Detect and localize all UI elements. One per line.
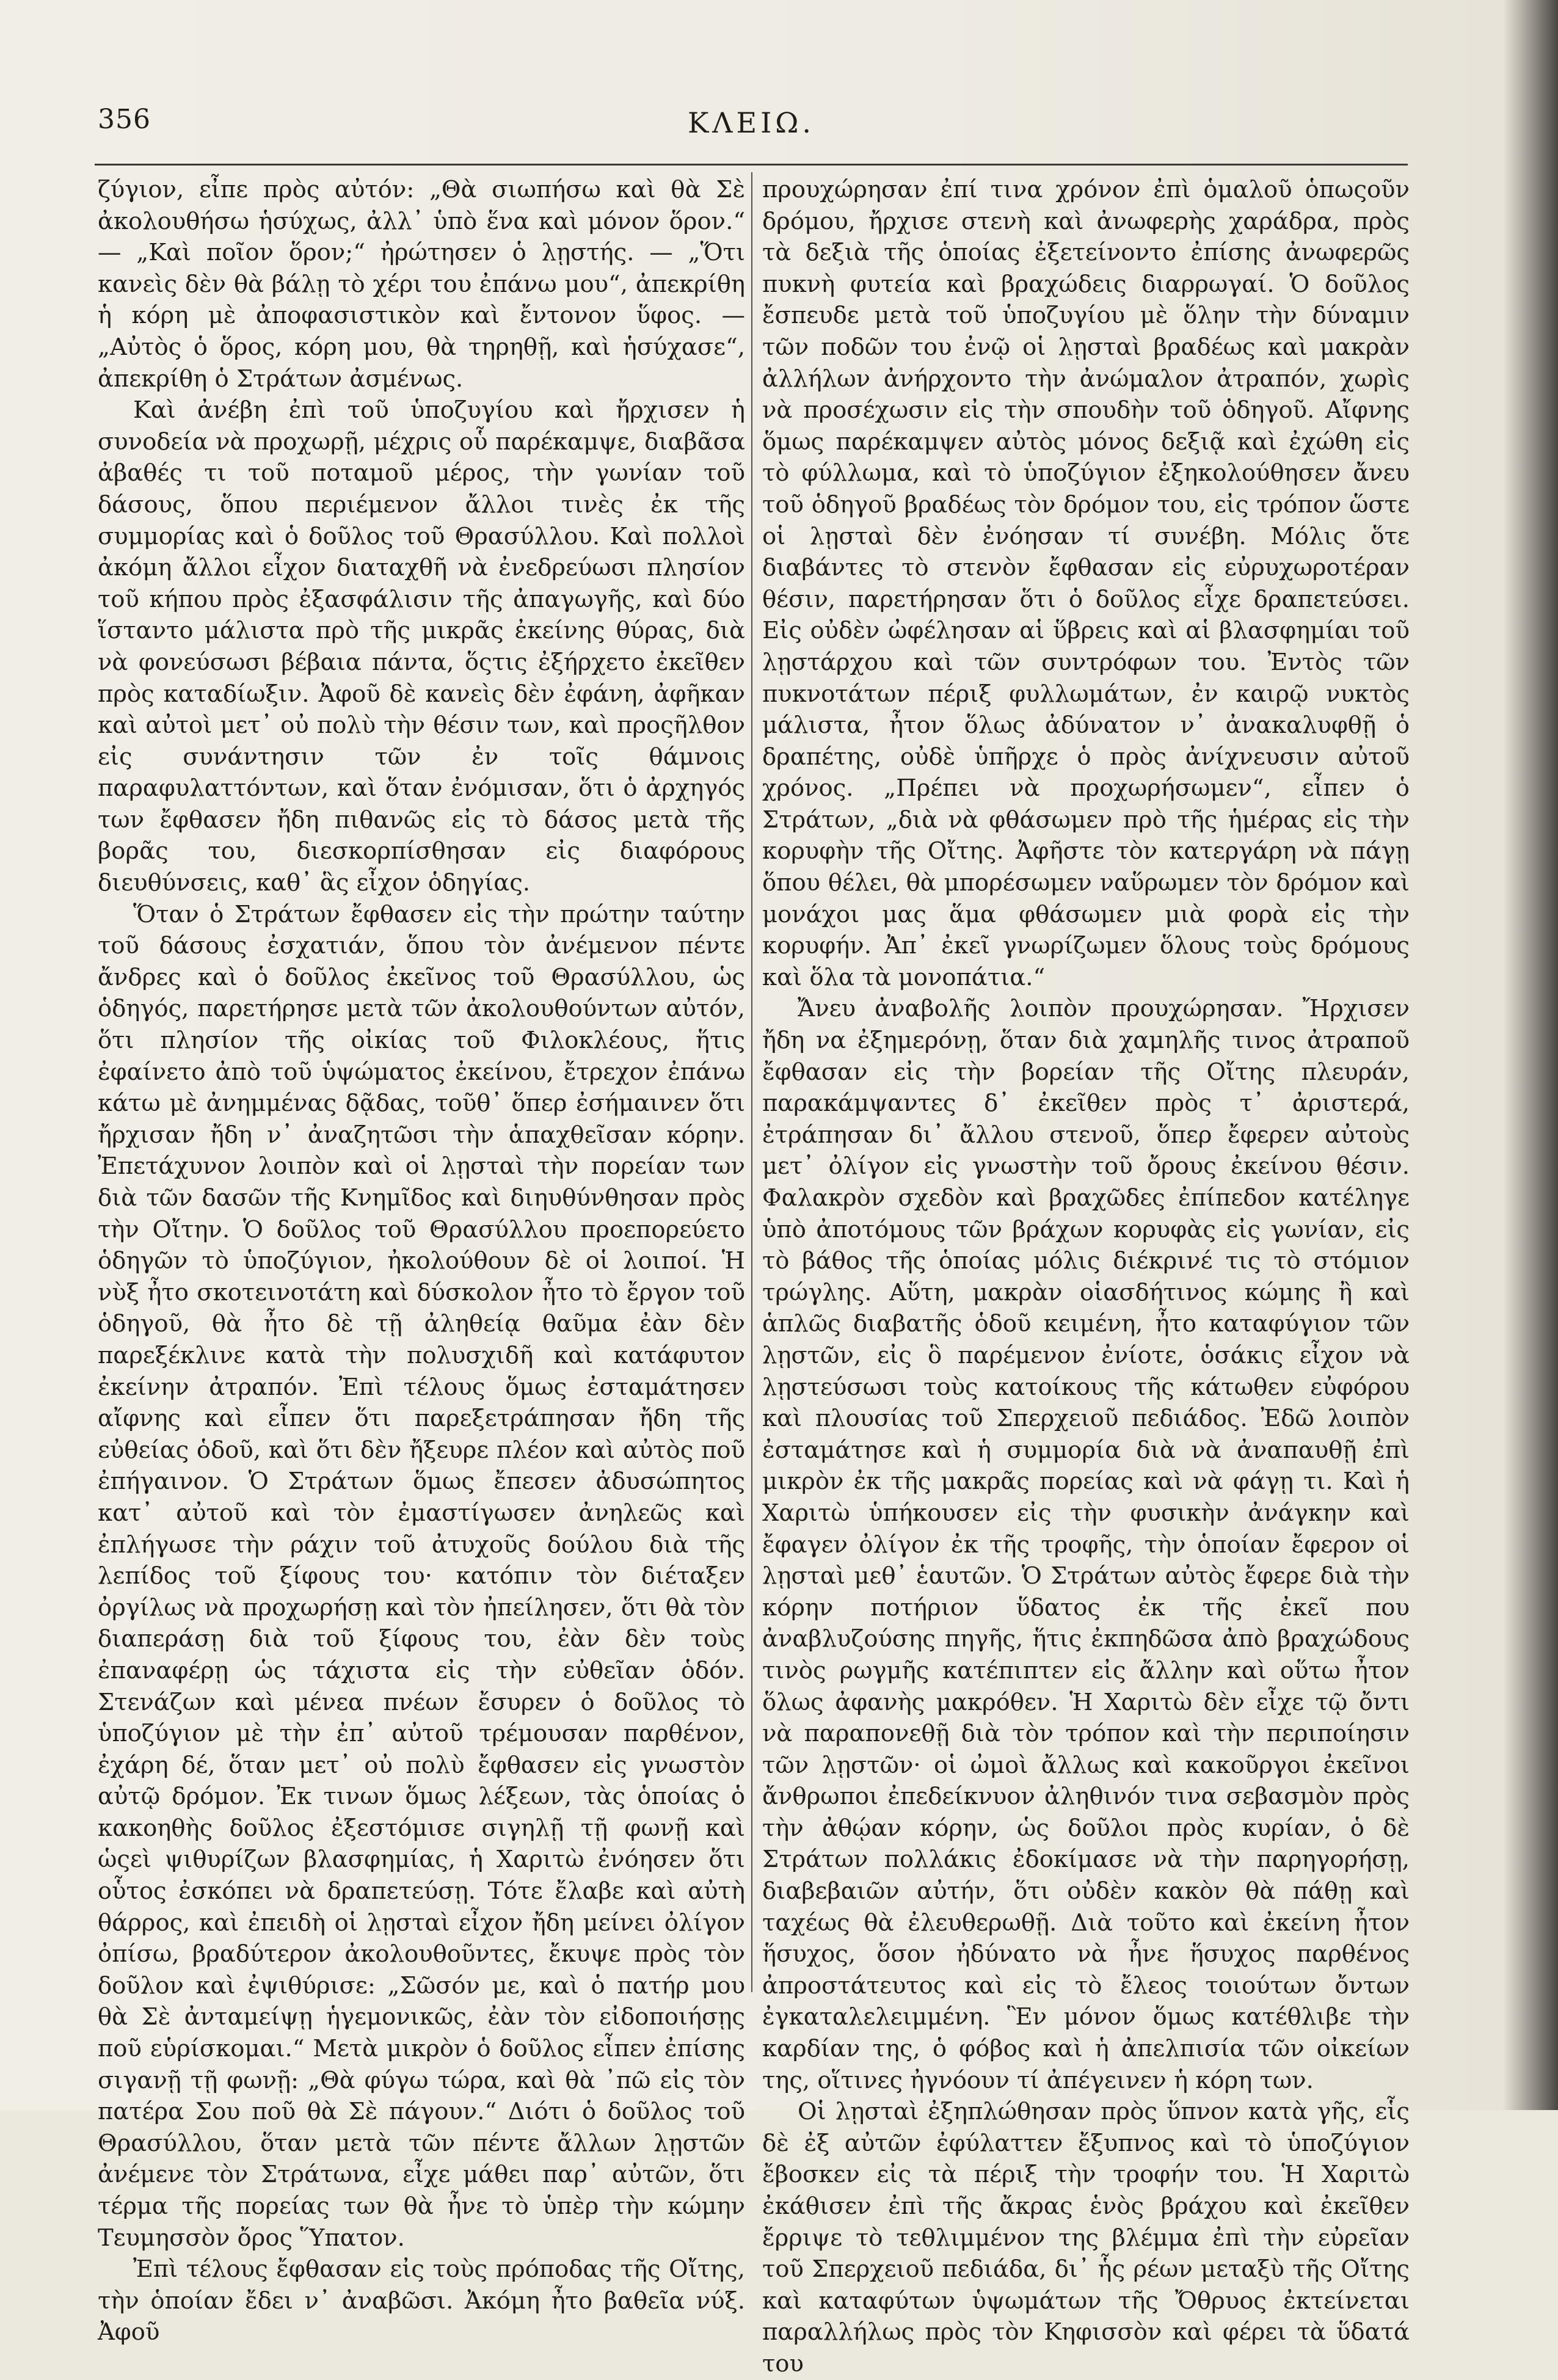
paragraph: προυχώρησαν ἐπί τινα χρόνον ἐπὶ ὁμαλοῦ ὁπωςοῦν δρόμου, ἤρχισε στενὴ καὶ ἀνωφερὴς χαράδρα, πρὸς τὰ δεξιὰ τῆς ὁποίας ἐξετείνοντο ἐπίσης ἀνωφερῶς πυκνὴ φυτεία καὶ βραχώδεις διαρρωγαί. Ὁ δοῦλος ἔσπευδε μετὰ τοῦ ὑποζυγίου μὲ ὅλην τὴν δύναμιν τῶν ποδῶν του ἐνῷ οἱ λῃσταὶ βραδέως καὶ μακρὰν ἀλλήλων ἀνήρχοντο τὴν ἀνώμαλον ἀτραπόν, χωρὶς νὰ προσέχωσιν εἰς τὴν σπουδὴν τοῦ ὁδηγοῦ. Αἴφνης ὅμως παρέκαμψεν αὐτὸς μόνος δεξιᾷ καὶ ἐχώθη εἰς τὸ φύλλωμα, καὶ τὸ ὑποζύγιον ἐξηκολούθησεν ἄνευ τοῦ ὁδηγοῦ βραδέως τὸν δρόμον του, εἰς τρόπον ὥστε οἱ λῃσταὶ δὲν ἐνόησαν τί συνέβη. Μόλις ὅτε διαβάντες τὸ στενὸν ἔφθασαν εἰς εὐρυχωροτέραν θέσιν, παρετήρησαν ὅτι ὁ δοῦλος εἶχε δραπετεύσει. Εἰς οὐδὲν ὠφέλησαν αἱ ὕβρεις καὶ αἱ βλασφημίαι τοῦ λῃστάρχου καὶ τῶν συντρόφων του. Ἐντὸς τῶν πυκνοτάτων πέριξ φυλλωμάτων, ἐν καιρῷ νυκτὸς μάλιστα, ἦτον ὅλως ἀδύνατον ν᾽ ἀνακαλυφθῇ ὁ δραπέτης, οὐδὲ ὑπῆρχε ὁ πρὸς ἀνίχνευσιν αὐτοῦ χρόνος. „Πρέπει νὰ προχωρήσωμεν“, εἶπεν ὁ Στράτων, „διὰ νὰ φθάσωμεν πρὸ τῆς ἡμέρας εἰς τὴν κορυφὴν τῆς Οἴτης. Ἀφῆστε τὸν κατεργάρη νὰ πάγῃ ὅπου θέλει, θὰ μπορέσωμεν ναὕρωμεν τὸν δρόμον καὶ μονάχοι μας ἅμα φθάσωμεν μιὰ φορὰ εἰς τὴν κορυφήν. Ἀπ᾽ ἐκεῖ γνωρίζωμεν ὅλους τοὺς δρόμους καὶ ὅλα τὰ μονοπάτια.“ bbox=[762, 176, 1410, 991]
column-separator bbox=[751, 172, 752, 1992]
page-header bbox=[98, 104, 1405, 153]
running-title: ΚΛΕΙΩ. bbox=[687, 106, 815, 139]
header-rule bbox=[95, 164, 1408, 166]
right-column bbox=[762, 174, 1410, 2380]
paragraph: Καὶ ἀνέβη ἐπὶ τοῦ ὑποζυγίου καὶ ἤρχισεν ἡ συνοδεία νὰ προχωρῇ, μέχρις οὗ παρέκαμψε, διαβᾶσα ἀβαθές τι τοῦ ποταμοῦ μέρος, τὴν γωνίαν τοῦ δάσους, ὅπου περιέμενον ἄλλοι τινὲς ἐκ τῆς συμμορίας καὶ ὁ δοῦλος τοῦ Θρασύλλου. Καὶ πολλοὶ ἀκόμη ἄλλοι εἶχον διαταχθῆ νὰ ἐνεδρεύωσι πλησίον τοῦ κήπου πρὸς ἐξασφάλισιν τῆς ἀπαγωγῆς, καὶ δύο ἵσταντο μάλιστα πρὸ τῆς μικρᾶς ἐκείνης θύρας, διὰ νὰ φονεύσωσι βέβαια πάντα, ὅςτις ἐξήρχετο ἐκεῖθεν πρὸς καταδίωξιν. Ἀφοῦ δὲ κανεὶς δὲν ἐφάνη, ἀφῆκαν καὶ αὐτοὶ μετ᾽ οὐ πολὺ τὴν θέσιν των, καὶ προςῆλθον εἰς συνάντησιν τῶν ἐν τοῖς θάμνοις παραφυλαττόντων, καὶ ὅταν ἐνόμισαν, ὅτι ὁ ἀρχηγός των ἔφθασεν ἤδη πιθανῶς εἰς τὸ δάσος μετὰ τῆς βορᾶς του, διεσκορπίσθησαν εἰς διαφόρους διευθύνσεις, καθ᾽ ἃς εἶχον ὁδηγίας. bbox=[98, 396, 745, 897]
paragraph: Ἄνευ ἀναβολῆς λοιπὸν προυχώρησαν. Ἤρχισεν ἤδη να ἐξημερόνῃ, ὅταν διὰ χαμηλῆς τινος ἀτραποῦ ἔφθασαν εἰς τὴν βορείαν τῆς Οἴτης πλευράν, παρακάμψαντες δ᾽ ἐκεῖθεν πρὸς τ᾽ ἀριστερά, ἐτράπησαν δι᾽ ἄλλου στενοῦ, ὅπερ ἔφερεν αὐτοὺς μετ᾽ ὀλίγον εἰς γνωστὴν τοῦ ὄρους ἐκείνου θέσιν. Φαλακρὸν σχεδὸν καὶ βραχῶδες ἐπίπεδον κατέληγε ὑπὸ ἀποτόμους τῶν βράχων κορυφὰς εἰς γωνίαν, εἰς τὸ βάθος τῆς ὁποίας μόλις διέκρινέ τις τὸ στόμιον τρώγλης. Αὕτη, μακρὰν οἱασδήτινος κώμης ἢ καὶ ἁπλῶς διαβατῆς ὁδοῦ κειμένη, ἦτο καταφύγιον τῶν λῃστῶν, εἰς ὃ παρέμενον ἐνίοτε, ὁσάκις εἶχον νὰ λῃστεύσωσι τοὺς κατοίκους τῆς κάτωθεν εὐφόρου καὶ πλουσίας τοῦ Σπερχειοῦ πεδιάδος. Ἐδῶ λοιπὸν ἐσταμάτησε καὶ ἡ συμμορία διὰ νὰ ἀναπαυθῇ ἐπὶ μικρὸν ἐκ τῆς μακρᾶς πορείας καὶ νὰ φάγῃ τι. Καὶ ἡ Χαριτὼ ὑπήκουσεν εἰς τὴν φυσικὴν ἀνάγκην καὶ ἔφαγεν ὀλίγον ἐκ τῆς τροφῆς, τὴν ὁποίαν ἔφερον οἱ λῃσταὶ μεθ᾽ ἑαυτῶν. Ὁ Στράτων αὐτὸς ἔφερε διὰ τὴν κόρην ποτήριον ὕδατος ἐκ τῆς ἐκεῖ που ἀναβλυζούσης πηγῆς, ἥτις ἐκπηδῶσα ἀπὸ βραχώδους τινὸς ρωγμῆς κατέπιπτεν εἰς ἄλλην καὶ οὕτω ἦτον ὅλως ἀφανὴς μακρόθεν. Ἡ Χαριτὼ δὲν εἶχε τῷ ὄντι νὰ παραπονεθῇ διὰ τὸν τρόπον καὶ τὴν περιποίησιν τῶν λῃστῶν· οἱ ὠμοὶ ἄλλως καὶ κακοῦργοι ἐκεῖνοι ἄνθρωποι ἐπεδείκνυον ἀληθινόν τινα σεβασμὸν πρὸς τὴν ἀθῴαν κόρην, ὡς δοῦλοι πρὸς κυρίαν, ὁ δὲ Στράτων πολλάκις ἐδοκίμασε νὰ τὴν παρηγορήσῃ, διαβεβαιῶν αὐτήν, ὅτι οὐδὲν κακὸν θὰ πάθῃ καὶ ταχέως θὰ ἐλευθερωθῇ. Διὰ τοῦτο καὶ ἐκείνη ἦτον ἥσυχος, ὅσον ἠδύνατο νὰ ἦνε ἥσυχος παρθένος ἀπροστάτευτος καὶ εἰς τὸ ἔλεος τοιούτων ὄντων ἐγκαταλελειμμένη. Ἓν μόνον ὅμως κατέθλιβε τὴν καρδίαν της, ὁ φόβος καὶ ἡ ἀπελπισία τῶν οἰκείων της, οἵτινες ἠγνόουν τί ἀπέγεινεν ἡ κόρη των. bbox=[762, 995, 1410, 2094]
paragraph: ζύγιον, εἶπε πρὸς αὐτόν: „Θὰ σιωπήσω καὶ θὰ Σὲ ἀκολουθήσω ἡσύχως, ἀλλ᾽ ὑπὸ ἕνα καὶ μόνον ὅρον.“ — „Καὶ ποῖον ὅρον;“ ἠρώτησεν ὁ λῃστής. — „Ὅτι κανεὶς δὲν θὰ βάλῃ τὸ χέρι του ἐπάνω μου“, ἀπεκρίθη ἡ κόρη μὲ ἀποφασιστικὸν καὶ ἔντονον ὕφος. — „Αὐτὸς ὁ ὅρος, κόρη μου, θὰ τηρηθῇ, καὶ ἡσύχασε“, ἀπεκρίθη ὁ Στράτων ἀσμένως. bbox=[98, 176, 745, 393]
paragraph: Οἱ λῃσταὶ ἐξηπλώθησαν πρὸς ὕπνον κατὰ γῆς, εἷς δὲ ἐξ αὐτῶν ἐφύλαττεν ἔξυπνος καὶ τὸ ὑποζύγιον ἔβοσκεν εἰς τὰ πέριξ τὴν τροφήν του. Ἡ Χαριτὼ ἐκάθισεν ἐπὶ τῆς ἄκρας ἑνὸς βράχου καὶ ἐκεῖθεν ἔρριψε τὸ τεθλιμμένον της βλέμμα ἐπὶ τὴν εὐρεῖαν τοῦ Σπερχειοῦ πεδιάδα, δι᾽ ἧς ρέων μεταξὺ τῆς Οἴτης καὶ καταφύτων ὑψωμάτων τῆς Ὄθρυος ἐκτείνεται παραλλήλως πρὸς τὸν Κηφισσὸν καὶ φέρει τὰ ὕδατά του bbox=[762, 2098, 1410, 2378]
paragraph: Ἐπὶ τέλους ἔφθασαν εἰς τοὺς πρόποδας τῆς Οἴτης, τὴν ὁποίαν ἔδει ν᾽ ἀναβῶσι. Ἀκόμη ἦτο βαθεῖα νύξ. Ἀφοῦ bbox=[98, 2255, 745, 2346]
left-column bbox=[98, 174, 745, 2348]
book-spine-shadow bbox=[1503, 0, 1558, 2110]
page-number: 356 bbox=[98, 104, 151, 135]
paragraph: Ὅταν ὁ Στράτων ἔφθασεν εἰς τὴν πρώτην ταύτην τοῦ δάσους ἐσχατιάν, ὅπου τὸν ἀνέμενον πέντε ἄνδρες καὶ ὁ δοῦλος ἐκεῖνος τοῦ Θρασύλλου, ὡς ὁδηγός, παρετήρησε μετὰ τῶν ἀκολουθούντων αὐτόν, ὅτι πλησίον τῆς οἰκίας τοῦ Φιλοκλέους, ἥτις ἐφαίνετο ἀπὸ τοῦ ὑψώματος ἐκείνου, ἔτρεχον ἐπάνω κάτω μὲ ἀνημμένας δᾷδας, τοῦθ᾽ ὅπερ ἐσήμαινεν ὅτι ἤρχισαν ἤδη ν᾽ ἀναζητῶσι τὴν ἁπαχθεῖσαν κόρην. Ἐπετάχυνον λοιπὸν καὶ οἱ λῃσταὶ τὴν πορείαν των διὰ τῶν δασῶν τῆς Κνημῖδος καὶ διηυθύνθησαν πρὸς τὴν Οἴτην. Ὁ δοῦλος τοῦ Θρασύλλου προεπορεύετο ὁδηγῶν τὸ ὑποζύγιον, ἠκολούθουν δὲ οἱ λοιποί. Ἡ νὺξ ἦτο σκοτεινοτάτη καὶ δύσκολον ἦτο τὸ ἔργον τοῦ ὁδηγοῦ, θὰ ἦτο δὲ τῇ ἀληθείᾳ θαῦμα ἐὰν δὲν παρεξέκλινε κατὰ τὴν πολυσχιδῆ καὶ κατάφυτον ἐκείνην ἀτραπόν. Ἐπὶ τέλους ὅμως ἐσταμάτησεν αἴφνης καὶ εἶπεν ὅτι παρεξετράπησαν ἤδη τῆς εὐθείας ὁδοῦ, καὶ ὅτι δὲν ἤξευρε πλέον καὶ αὐτὸς ποῦ ἐπήγαινον. Ὁ Στράτων ὅμως ἔπεσεν ἀδυσώπητος κατ᾽ αὐτοῦ καὶ τὸν ἐμαστίγωσεν ἀνηλεῶς καὶ ἐπλήγωσε τὴν ράχιν τοῦ ἀτυχοῦς δούλου διὰ τῆς λεπίδος τοῦ ξίφους του· κατόπιν τὸν διέταξεν ὀργίλως νὰ προχωρήσῃ καὶ τὸν ἠπείλησεν, ὅτι θὰ τὸν διαπεράσῃ διὰ τοῦ ξίφους του, ἐὰν δὲν τοὺς ἐπαναφέρῃ ὡς τάχιστα εἰς τὴν εὐθεῖαν ὁδόν. Στενάζων καὶ μένεα πνέων ἔσυρεν ὁ δοῦλος τὸ ὑποζύγιον μὲ τὴν ἐπ᾽ αὐτοῦ τρέμουσαν παρθένον, ἐχάρη δέ, ὅταν μετ᾽ οὐ πολὺ ἔφθασεν εἰς γνωστὸν αὐτῷ δρόμον. Ἐκ τινων ὅμως λέξεων, τὰς ὁποίας ὁ κακοηθὴς δοῦλος ἐξεστόμισε σιγηλῇ τῇ φωνῇ καὶ ὡςεὶ ψιθυρίζων βλασφημίας, ἡ Χαριτὼ ἐνόησεν ὅτι οὗτος ἐσκόπει νὰ δραπετεύσῃ. Τότε ἔλαβε καὶ αὐτὴ θάρρος, καὶ ἐπειδὴ οἱ λῃσταὶ εἶχον ἤδη μείνει ὀλίγον ὀπίσω, βραδύτερον ἀκολουθοῦντες, ἔκυψε πρὸς τὸν δοῦλον καὶ ἐψιθύρισε: „Σῶσόν με, καὶ ὁ πατήρ μου θὰ Σὲ ἀνταμείψῃ ἡγεμονικῶς, ἐὰν τὸν εἰδοποιήσῃς ποῦ εὑρίσκομαι.“ Μετὰ μικρὸν ὁ δοῦλος εἶπεν ἐπίσης σιγανῇ τῇ φωνῇ: „Θὰ φύγω τώρα, καὶ θὰ ᾽πῶ εἰς τὸν πατέρα Σου ποῦ θὰ Σὲ πάγουν.“ Διότι ὁ δοῦλος τοῦ Θρασύλλου, ὅταν μετὰ τῶν πέντε ἄλλων λῃστῶν ἀνέμενε τὸν Στράτωνα, εἶχε μάθει παρ᾽ αὐτῶν, ὅτι τέρμα τῆς πορείας των θὰ ἦνε τὸ ὑπὲρ τὴν κώμην Τευμησσὸν ὄρος Ὕπατον. bbox=[98, 900, 745, 2252]
